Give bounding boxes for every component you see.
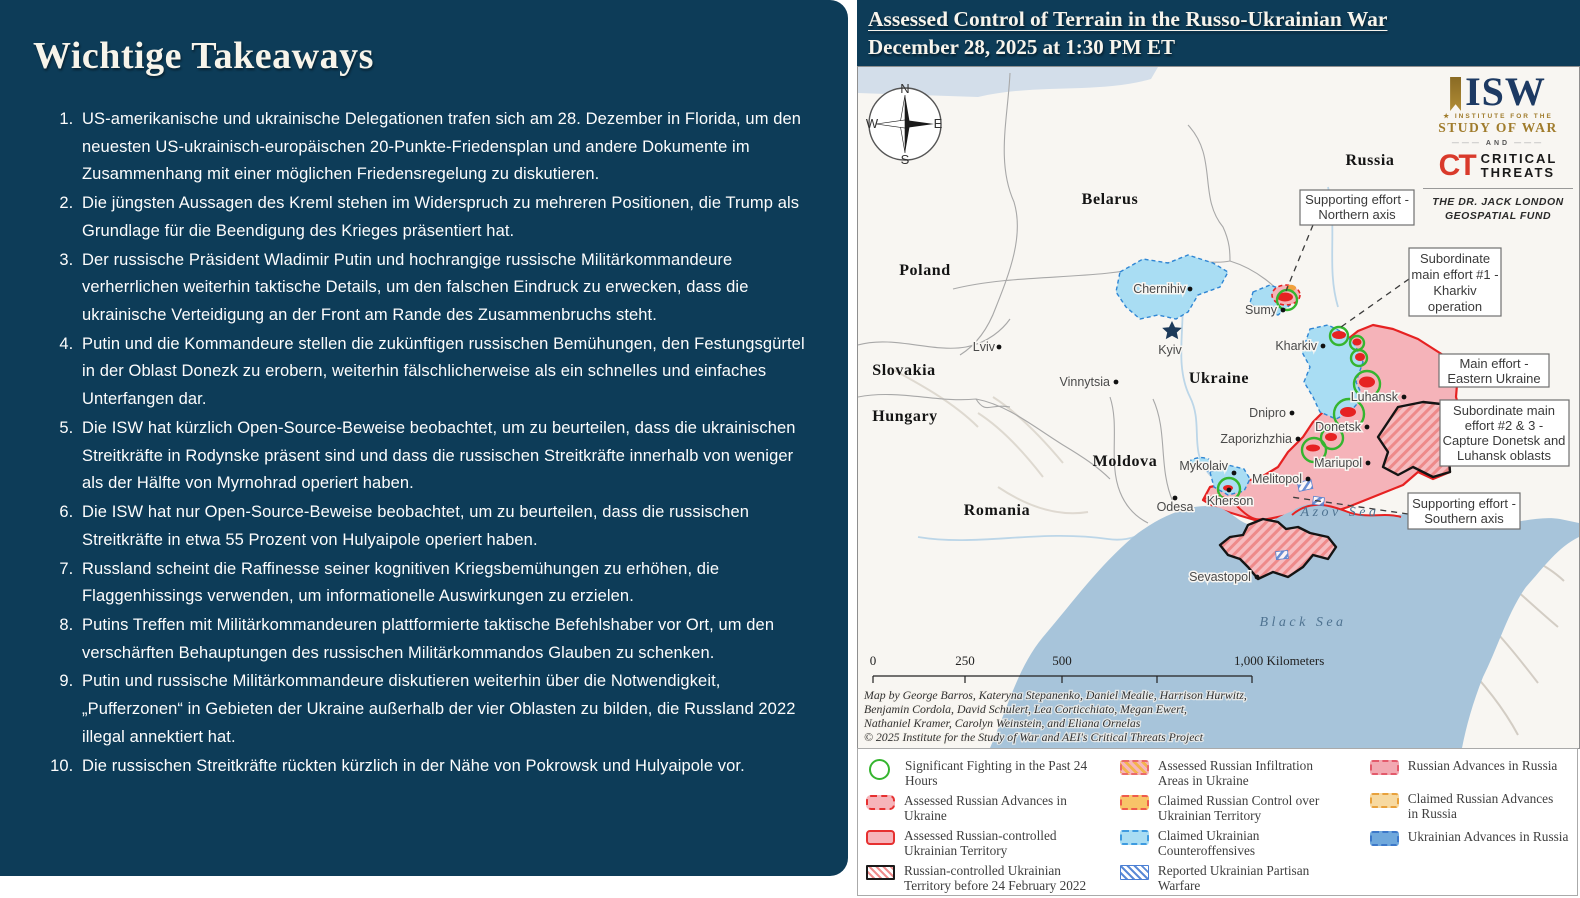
legend-item-pre2022: Russian-controlled Ukrainian Territory before 24 February 2022 bbox=[866, 863, 1114, 891]
map-canvas bbox=[857, 66, 1580, 749]
callout-main-effort bbox=[1439, 354, 1549, 387]
takeaway-item: 2. Die jüngsten Aussagen des Kreml stehen im Widerspruch zu mehreren Positionen, die Trump als Grundlage für die Beendigung des Krieges präsentiert hat. bbox=[78, 190, 818, 245]
map-header bbox=[857, 0, 1580, 66]
takeaway-item: 5. Die ISW hat kürzlich Open-Source-Beweise beobachtet, um zu beurteilen, dass die ukrainischen Streitkräfte in Rodynske präsent sind und dass die russischen Streitkräfte innerhalb von weniger als der Hälfte von Myrnohrad operiert haben. bbox=[78, 415, 818, 498]
isw-wordmark: ISW bbox=[1465, 69, 1546, 114]
svg-text:Northern axis: Northern axis bbox=[1318, 207, 1396, 222]
scale-250: 250 bbox=[955, 653, 975, 668]
label-odesa: Odesa bbox=[1156, 500, 1194, 514]
svg-text:Supporting effort -: Supporting effort - bbox=[1412, 496, 1516, 511]
legend-item-partisan-warfare: Reported Ukrainian Partisan Warfare bbox=[1120, 863, 1364, 891]
label-moldova: Moldova bbox=[1092, 453, 1158, 470]
svg-text:main effort #1 -: main effort #1 - bbox=[1411, 267, 1499, 282]
svg-text:Subordinate main: Subordinate main bbox=[1453, 403, 1555, 418]
map-legend bbox=[857, 748, 1578, 896]
scale-1000: 1,000 Kilometers bbox=[1234, 653, 1325, 668]
label-sevastopol: Sevastopol bbox=[1189, 570, 1251, 584]
label-russia: Russia bbox=[1345, 152, 1395, 169]
legend-item-russian-advances-ua: Assessed Russian Advances in Ukraine bbox=[866, 793, 1114, 821]
isw-ribbon-icon bbox=[1450, 77, 1461, 111]
ukrainian-advances-russia-swatch bbox=[1370, 831, 1399, 846]
attribution-line2: Benjamin Cordola, David Schulert, Lea Corticchiato, Megan Ewert, bbox=[864, 702, 1187, 716]
ct-threats: THREATS bbox=[1480, 165, 1556, 180]
legend-item-ukrainian-counteroffensives: Claimed Ukrainian Counteroffensives bbox=[1120, 828, 1364, 856]
attribution-line4: © 2025 Institute for the Study of War and AEI's Critical Threats Project bbox=[864, 730, 1203, 744]
claimed-russian-advances-swatch bbox=[1370, 793, 1399, 808]
isw-ct-logo bbox=[1423, 69, 1573, 223]
takeaway-item: 3. Der russische Präsident Wladimir Putin und hochrangige russische Militärkommandeure verherrlichen weiterhin taktische Details, um den falschen Eindruck zu erwecken, dass die ukrainische Verteidigung an der Front am Rande des Zusammenbruchs steht. bbox=[78, 247, 818, 330]
pre2022-swatch bbox=[866, 865, 895, 880]
attribution-line1: Map by George Barros, Kateryna Stepanenko, Daniel Mealie, Harrison Hurwitz, bbox=[864, 688, 1247, 702]
takeaway-item: 9. Putin und russische Militärkommandeure diskutieren weiterhin über die Notwendigkeit, „Pufferzonen“ in Gebieten der Ukraine außerhalb der vier Oblasten zu bilden, die Russland 2022 illegal annektiert hat. bbox=[78, 668, 818, 751]
svg-text:Subordinate: Subordinate bbox=[1419, 251, 1491, 266]
label-sumy: Sumy bbox=[1245, 303, 1277, 317]
label-mariupol: Mariupol bbox=[1314, 456, 1362, 470]
label-dnipro: Dnipro bbox=[1249, 406, 1286, 420]
legend-item-claimed-russian-control: Claimed Russian Control over Ukrainian Territory bbox=[1120, 793, 1364, 821]
infiltration-swatch bbox=[1120, 760, 1149, 775]
label-hungary: Hungary bbox=[872, 408, 938, 425]
label-mykolaiv: Mykolaiv bbox=[1179, 459, 1228, 473]
callout-northern-axis bbox=[1300, 190, 1414, 225]
attribution-line3: Nathaniel Kramer, Carolyn Weinstein, and Eliana Ornelas bbox=[864, 716, 1141, 730]
label-zaporizhzhia: Zaporizhzhia bbox=[1220, 432, 1292, 446]
critical-threats-icon: CT bbox=[1438, 149, 1475, 182]
label-ukraine: Ukraine bbox=[1188, 370, 1250, 387]
label-melitopol: Melitopol bbox=[1251, 472, 1302, 486]
svg-text:Luhansk oblasts: Luhansk oblasts bbox=[1457, 448, 1551, 463]
fund-line2: GEOSPATIAL FUND bbox=[1444, 210, 1552, 223]
page-title: Wichtige Takeaways bbox=[33, 35, 374, 77]
svg-text:Kharkiv: Kharkiv bbox=[1433, 283, 1477, 298]
label-kyiv: Kyiv bbox=[1158, 343, 1182, 357]
legend-item-infiltration: Assessed Russian Infiltration Areas in Ukraine bbox=[1120, 758, 1364, 786]
compass-n: N bbox=[900, 81, 910, 96]
label-kherson: Kherson bbox=[1206, 494, 1254, 508]
takeaway-item: 7. Russland scheint die Raffinesse seiner kognitiven Kriegsbemühungen zu erhöhen, die Flaggenhissings verwenden, um informationelle Auswirkungen zu erzielen. bbox=[78, 556, 818, 611]
takeaway-item: 6. Die ISW hat nur Open-Source-Beweise beobachtet, um zu beurteilen, dass die russischen Streitkräfte in etwa 55 Prozent von Hulyaipole operiert haben. bbox=[78, 499, 818, 554]
label-slovakia: Slovakia bbox=[872, 362, 936, 379]
compass-s: S bbox=[900, 152, 910, 167]
label-romania: Romania bbox=[963, 502, 1031, 519]
partisan-warfare-swatch bbox=[1120, 865, 1149, 880]
label-luhansk: Luhansk bbox=[1350, 390, 1398, 404]
svg-text:Southern axis: Southern axis bbox=[1424, 511, 1504, 526]
russian-controlled-swatch bbox=[866, 830, 895, 845]
claimed-russian-control-swatch bbox=[1120, 795, 1149, 810]
label-kharkiv: Kharkiv bbox=[1275, 339, 1317, 353]
compass-w: W bbox=[865, 116, 879, 131]
significant-fighting-swatch bbox=[869, 759, 890, 780]
svg-text:Main effort -: Main effort - bbox=[1459, 356, 1529, 371]
takeaway-item: 1. US-amerikanische und ukrainische Delegationen trafen sich am 28. Dezember in Florida, um den neuesten US-ukrainisch-europäischen 20-Punkte-Friedensplan und andere Dokumente im Zusammenhang mit einer möglichen Friedensregelung zu diskutieren. bbox=[78, 106, 818, 189]
legend-item-significant-fighting: Significant Fighting in the Past 24 Hours bbox=[866, 758, 1114, 786]
svg-text:Capture Donetsk and: Capture Donetsk and bbox=[1442, 433, 1566, 448]
ukrainian-counteroffensives-swatch bbox=[1120, 830, 1149, 845]
isw-study-line: STUDY OF WAR bbox=[1438, 120, 1558, 135]
ct-critical: CRITICAL bbox=[1480, 150, 1558, 166]
russian-advances-russia-swatch bbox=[1370, 760, 1399, 775]
label-azov-sea: Azov Sea bbox=[1300, 505, 1380, 520]
callout-kharkiv-operation bbox=[1409, 248, 1501, 316]
takeaways-list bbox=[0, 106, 848, 780]
svg-text:effort #2 & 3 -: effort #2 & 3 - bbox=[1464, 418, 1544, 433]
map-title: Assessed Control of Terrain in the Russo-Ukrainian War bbox=[868, 7, 1388, 31]
scale-500: 500 bbox=[1052, 653, 1072, 668]
logo-and: ——— AND ——— bbox=[1423, 140, 1573, 147]
legend-item-russian-controlled: Assessed Russian-controlled Ukrainian Territory bbox=[866, 828, 1114, 856]
takeaway-item: 4. Putin und die Kommandeure stellen die zukünftigen russischen Bemühungen, den Festungsgürtel in der Oblast Donezk zu erobern, weiterhin fälschlicherweise als ein schnelles und einfaches Unterfangen dar. bbox=[78, 331, 818, 414]
fund-line1: THE DR. JACK LONDON bbox=[1432, 196, 1564, 208]
legend-item-russian-advances-ru: Russian Advances in Russia bbox=[1370, 758, 1573, 784]
isw-institute-line: ★ INSTITUTE FOR THE bbox=[1443, 113, 1553, 120]
legend-item-ukrainian-advances-ru: Ukrainian Advances in Russia bbox=[1370, 829, 1573, 855]
label-lviv: Lviv bbox=[972, 340, 995, 354]
legend-item-claimed-russian-advances-ru: Claimed Russian Advances in Russia bbox=[1370, 791, 1573, 822]
map-date: December 28, 2025 at 1:30 PM ET bbox=[868, 34, 1175, 59]
callout-southern-axis bbox=[1408, 493, 1520, 529]
svg-text:Supporting effort -: Supporting effort - bbox=[1305, 192, 1409, 207]
label-black-sea: Black Sea bbox=[1259, 615, 1347, 630]
compass-e: E bbox=[933, 116, 943, 131]
scale-0: 0 bbox=[869, 653, 877, 668]
map-panel bbox=[857, 0, 1580, 898]
russian-advances-swatch bbox=[866, 795, 895, 810]
label-donetsk: Donetsk bbox=[1315, 420, 1361, 434]
svg-text:Eastern Ukraine: Eastern Ukraine bbox=[1447, 371, 1541, 386]
callout-sub-efforts-23 bbox=[1440, 400, 1569, 466]
label-belarus: Belarus bbox=[1081, 191, 1139, 208]
label-vinnytsia: Vinnytsia bbox=[1059, 375, 1110, 389]
label-poland: Poland bbox=[899, 262, 951, 279]
svg-text:operation: operation bbox=[1427, 299, 1483, 314]
takeaway-item: 8. Putins Treffen mit Militärkommandeuren plattformierte taktische Befehlshaber vor Ort, um den verschärften Behauptungen des russischen Militärkommandos Glauben zu schenken. bbox=[78, 612, 818, 667]
takeaway-item: 10. Die russischen Streitkräfte rückten kürzlich in der Nähe von Pokrowsk und Hulyaipole vor. bbox=[78, 753, 818, 781]
label-chernihiv: Chernihiv bbox=[1133, 282, 1186, 296]
